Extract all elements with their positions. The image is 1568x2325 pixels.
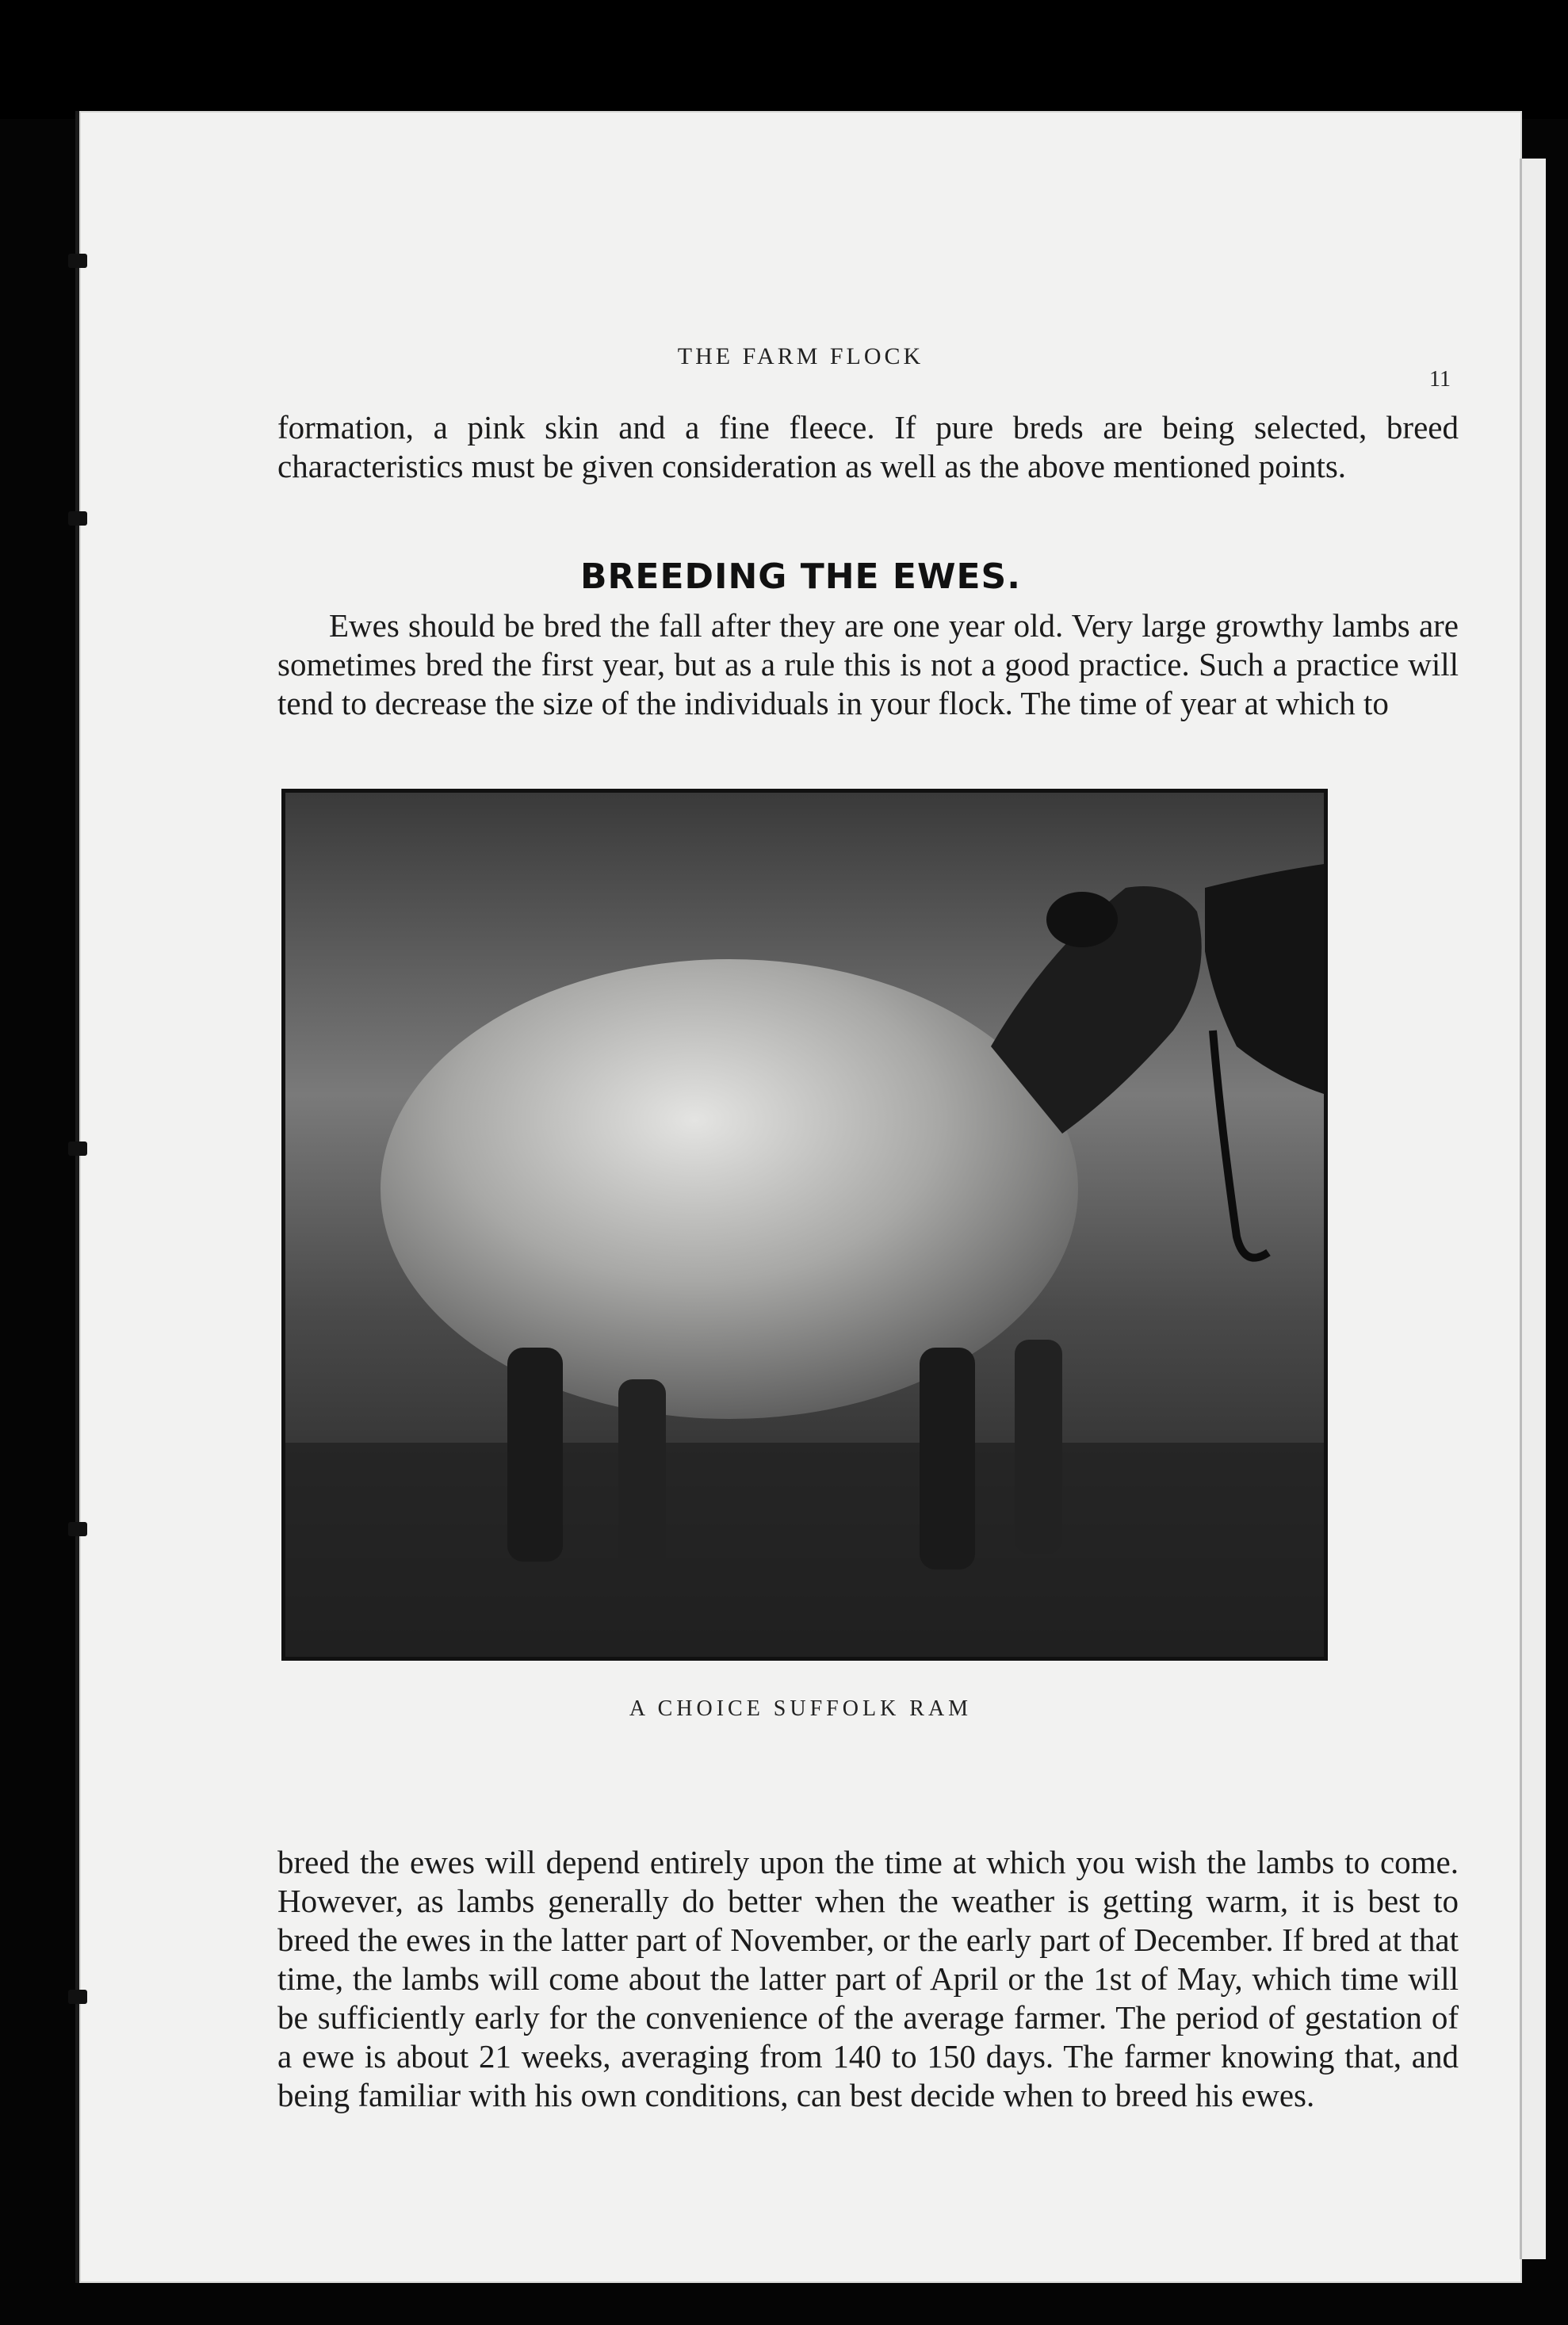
ram-leg bbox=[920, 1348, 975, 1570]
paragraph-formation: formation, a pink skin and a fine fleece. If pure breds are being selected, breed characteristics must be given consideration as well as the above mentioned points. bbox=[277, 409, 1459, 484]
binding-mark bbox=[68, 511, 87, 526]
section-heading: BREEDING THE EWES. bbox=[580, 556, 1021, 597]
binding-mark bbox=[68, 254, 87, 268]
page-number: 11 bbox=[1429, 367, 1451, 392]
running-head: THE FARM FLOCK bbox=[677, 343, 924, 369]
ram-ear bbox=[1046, 892, 1118, 947]
scan-background bbox=[0, 0, 1568, 119]
ram-leg bbox=[507, 1348, 563, 1562]
ram-illustration bbox=[285, 793, 1324, 1657]
page-edge bbox=[1520, 159, 1546, 2259]
figure-caption: A CHOICE SUFFOLK RAM bbox=[629, 1696, 973, 1721]
binding-mark bbox=[68, 1990, 87, 2004]
ram-body bbox=[381, 959, 1078, 1419]
suffolk-ram-photo bbox=[281, 789, 1328, 1661]
paragraph-breeding-time: breed the ewes will depend entirely upon the time at which you wish the lambs to come. However, as lambs generally do better when the weather is getting warm, it is best to breed the ewes in the latter part of November, or the early part of December. If bred at that time, the lambs will come about the latter part of April or the 1st of May, which time will be sufficiently early for the convenience of the average farmer. The period of gestation of a ewe is about 21 weeks, averaging from 140 to 150 days. The farmer knowing that, and being familiar with his own conditions, can best decide when to breed his ewes. bbox=[277, 1844, 1459, 2113]
paragraph-breeding-age: Ewes should be bred the fall after they are one year old. Very large growthy lambs are sometimes bred the first year, but as a rule this is not a good practice. Such a practice will tend to decrease the size of the individuals in your flock. The time of year at which to bbox=[277, 607, 1459, 721]
ram-leg bbox=[618, 1379, 666, 1570]
binding-mark bbox=[68, 1141, 87, 1156]
ground bbox=[285, 1443, 1324, 1657]
ram-leg bbox=[1015, 1340, 1062, 1554]
book-page bbox=[75, 111, 1522, 2283]
binding-mark bbox=[68, 1522, 87, 1536]
